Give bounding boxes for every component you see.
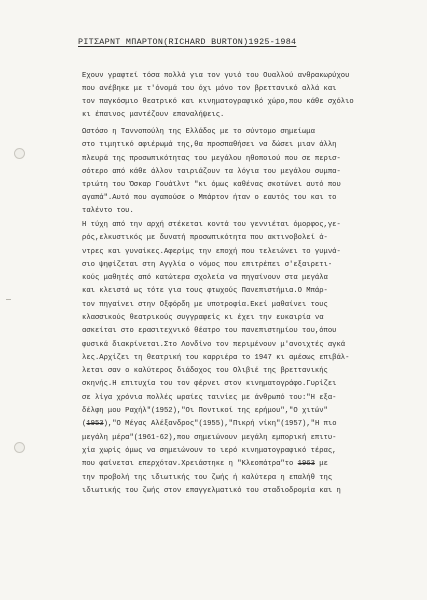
text-line: μεγάλη μέρα"(1961-62),που σημειώνουν μεγάλη εμπορική επιτυ- (82, 434, 337, 442)
text-line: τον παγκόσμιο θεατρικό και κινηματογραφικό χώρο,που κάθε σχόλιο (82, 98, 354, 106)
punch-hole (14, 442, 25, 453)
text-line: αγαπά".Αυτό που αγαπούσε ο Μπάρτον ήταν ο εαυτός του και το (82, 194, 337, 202)
text-line: λες.Αρχίζει τη θεατρική του καρριέρα το 1947 κι αμέσως επιβάλ- (82, 354, 350, 362)
text-line: ασκείται στο ερασιτεχνικό θέατρο του πανεπιστημίου του,όπου (82, 327, 337, 335)
text-line: πλευρά της προσωπικότητας του μεγάλου ηθοποιού που σε περισ- (82, 155, 341, 163)
text-line: και κλειστά ως τότε για τους φτωχούς Πανεπιστήμια.Ο Μπάρ- (82, 287, 328, 295)
fold-mark (6, 299, 11, 300)
text-line: φυσικά διακρίνεται.Στο Λονδίνο τον περιμένουν μ'ανοιχτές αγκά (82, 341, 346, 349)
text-line: σε λίγα χρόνια πολλές ωραίες ταινίες με άνθρωπό του:"Η εξα- (82, 394, 337, 402)
text-segment: ( (82, 420, 87, 428)
text-line: σκηνής.Η επιτυχία του τον φέρνει στον κινηματογράφο.Γυρίζει (82, 380, 337, 388)
text-line: Εχουν γραφτεί τόσα πολλά για τον γυιό του Ουαλλού ανθρακωρύχου (82, 72, 350, 80)
text-line: σιο ψηφίζεται στη Αγγλία ο νόμος που επιτρέπει σ'εξαιρετι- (82, 261, 333, 269)
text-line: Ωστόσο η Ταννοπούλη της Ελλάδος με το σύντομο σημείωμα (82, 128, 315, 136)
text-line: κι έπαινος μαντέζουν επαναλήψεις. (82, 111, 225, 119)
struck-text: 1953 (86, 420, 104, 428)
text-line: δέλφη μου Ραχήλ"(1952),"Οι Ποντικοί της ερήμου","Ο χιτών" (82, 407, 328, 415)
struck-text: 1963 (297, 460, 315, 468)
text-line: τον πηγαίνει στην Οξφόρδη με υποτροφία.Εκεί μαθαίνει τους (82, 301, 328, 309)
text-segment: που φαίνεται επερχόταν.Χρειάστηκε η "Κλεοπάτρα"το (82, 460, 298, 468)
text-line (82, 420, 337, 429)
text-line: κούς μαθητές από κατώτερα σχολεία να πηγαίνουν στα μεγάλα (82, 274, 328, 282)
text-line: λεται σαν ο καλύτερος διάδοχος του Ολιβιέ της βρεττανικής (82, 367, 328, 375)
text-line: ιδιωτικής του ζωής στον επαγγελματικό του σταδιοδρομία και η (82, 487, 341, 495)
document-title: ΡΙΤΣΑΡΝΤ ΜΠΑΡΤΟΝ(RICHARD BURTON)1925-1984 (78, 37, 297, 47)
text-segment: ),"Ο Μέγας Αλέξανδρος"(1955),"Πικρή νίκη"(1957),"Η πιο (103, 420, 337, 428)
text-line: στο τιμητικό αφιέρωμά της,θα προσπαθήσει να δώσει μιαν άλλη (82, 141, 337, 149)
text-line: που ανέβηκε με τ'όνομά του όχι μόνο τον βρεττανικό αλλά και (82, 85, 337, 93)
text-line: τριώτη του Όσκαρ Γουάϊλντ "κι όμως καθένας σκοτώνει αυτό που (82, 181, 341, 189)
text-line (82, 460, 328, 469)
text-segment: με (314, 460, 328, 468)
text-line: χία χωρίς όμως να σημειώνουν το ιερό κινηματογραφικό τέρας, (82, 447, 337, 455)
text-line: ταλέντο του. (82, 207, 134, 215)
text-line: ντρες και γυναίκες.Αφερίμς την εποχή που τελειώνει το γυμνά- (82, 248, 341, 256)
text-line: κλασσικούς θεατρικούς συγγραφείς κι έχει την ευκαιρία να (82, 314, 324, 322)
text-line: σότερο από κάθε άλλον ταιριάζουν τα λόγια του μεγάλου συμπα- (82, 168, 341, 176)
text-line: Η τύχη από την αρχή στέκεται κοντά του γεννιέται όμορφος,γε- (82, 221, 341, 229)
text-line: την προβολή της ιδιωτικής του ζωής ή καλύτερα η επαλήθ της (82, 474, 333, 482)
punch-hole (14, 148, 25, 159)
text-line: ρός,ελκυστικός με δυνατή προσωπικότητα που ακτινοβολεί ά- (82, 234, 328, 242)
